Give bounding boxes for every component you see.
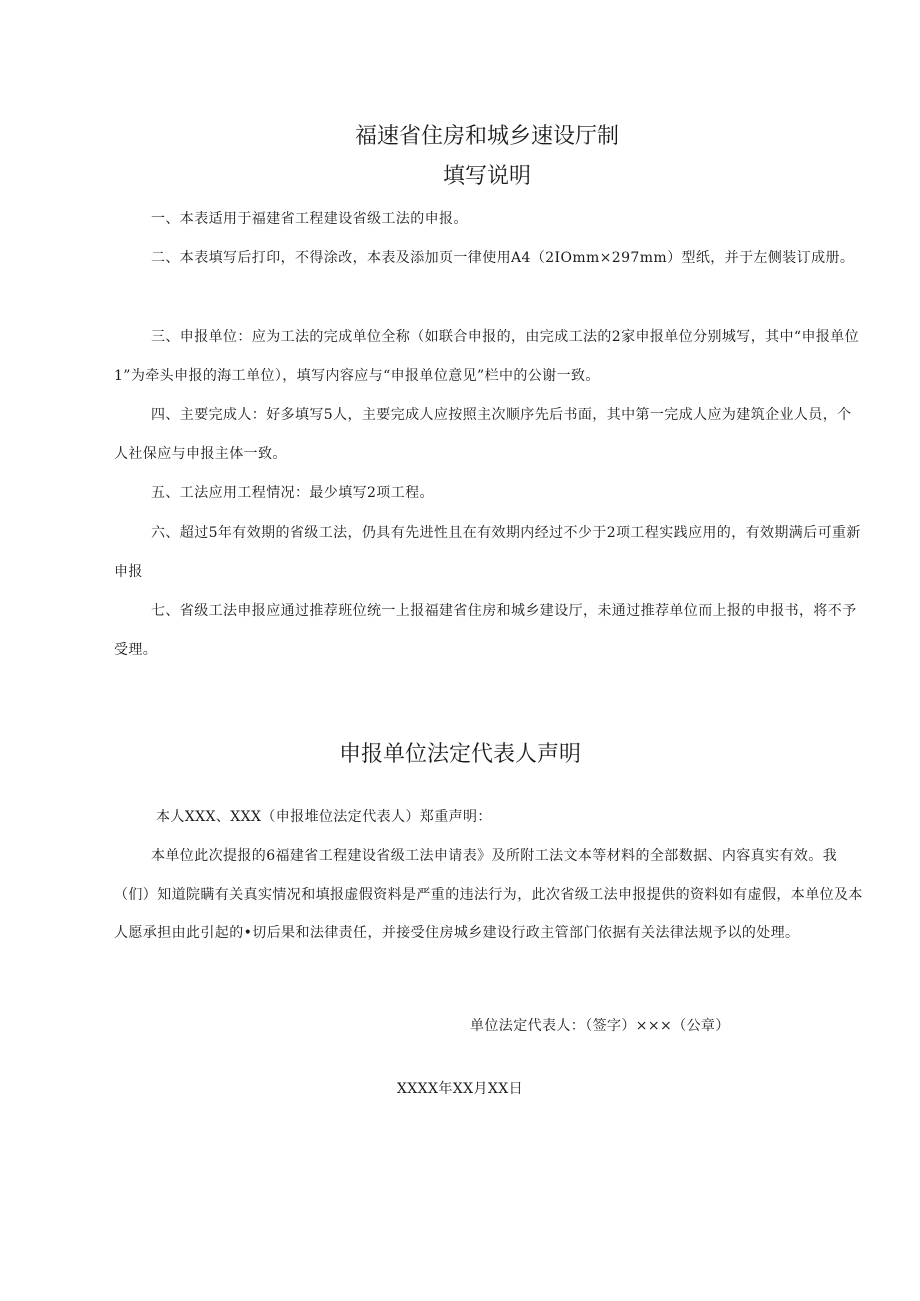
- declaration-title: 申报单位法定代表人声明: [338, 742, 581, 767]
- instruction-item-2: 二、本表填写后打印，不得涂改，本表及添加页一律使用A4（2IOmm×297mm）型纸，并于左侧装订成册。: [151, 250, 855, 266]
- instruction-item-3: 三、申报单位：应为工法的完成单位全称（如联合申报的，由完成工法的2家申报单位分别城写，其中“申报单位1”为牵头申报的海工单位），填写内容应与“申报单位意见”栏中的公谢一致。: [114, 329, 860, 384]
- instruction-item-5: 五、工法应用工程情况：最少填写2项工程。: [151, 485, 434, 501]
- instruction-item-1: 一、本表适用于福建省工程建设省级工法的申报。: [151, 211, 468, 227]
- declaration-intro: 本人XXX、XXX（申报堆位法定代表人）郑重声明：: [156, 809, 492, 825]
- issuer-title: 福速省住房和城乡速设厅制: [354, 124, 619, 149]
- instructions-title: 填写说明: [442, 164, 531, 189]
- signature-line: 单位法定代表人：（签字）×××（公章）: [470, 1018, 730, 1034]
- instruction-item-7: 七、省级工法申报应通过推荐班位统一上报福建省住房和城乡建设厅，未通过推荐单位而上报的申报书，将不予受理。: [114, 603, 857, 658]
- instruction-item-4: 四、主要完成人：好多填写5人，主要完成人应按照主次顺序先后书面，其中第一完成人应为建筑企业人员，个人社保应与申报主体一致。: [114, 407, 852, 462]
- date-line: XXXX年XX月XX日: [396, 1081, 524, 1097]
- instruction-item-6: 六、超过5年有效期的省级工法，仍具有先进性且在有效期内经过不少于2项工程实践应用的，有效期满后可重新申报: [114, 525, 861, 580]
- declaration-body: 本单位此次提报的6福建省工程建设省级工法申请表》及所附工法文本等材料的全部数据、内容真实有效。我（们）知道院瞒有关真实情况和填报虚假资料是严重的违法行为，此次省级工法申报提供的资料如有虚假，本单位及本人愿承担由此引起的•切后果和法律责任，并接受住房城乡建设行政主管部门依据有关法律法规予以的处理。: [114, 848, 863, 941]
